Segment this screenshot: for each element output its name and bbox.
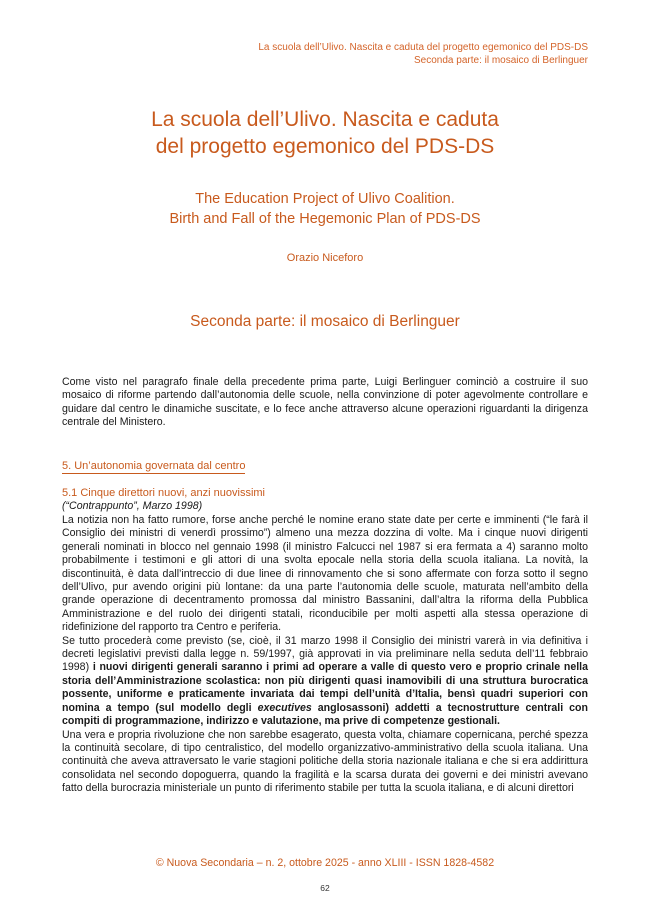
running-head-article: La scuola dell’Ulivo. Nascita e caduta del progetto egemonico del PDS-DS [258, 42, 588, 53]
page-number: 62 [320, 883, 330, 893]
body-text [62, 514, 588, 796]
paragraph-3: Una vera e propria rivoluzione che non sarebbe esagerato, questa volta, chiamare copernicana, perché spezza la continuità secolare, di tipo centralistico, del modello organizzativo-amministrativo della scuola italiana. Una continuità che aveva attraversato le varie stagioni politiche della storia nazionale italiana e che si era addirittura consolidata nel secondo dopoguerra, quando la fragilità e la scarsa durata dei governi e dei ministri avevano fatto della burocrazia ministeriale un punto di riferimento stabile per tutta la scuola italiana, e di alcuni direttori [62, 728, 588, 795]
paragraph-2-bold-b: anglosassoni) addetti a tecnostrutture centrali con compiti di programmazione, indirizzo e valutazione, ma prive di competenze gestionali. [62, 701, 588, 728]
article-title-line-1: La scuola dell’Ulivo. Nascita e caduta [151, 108, 499, 131]
article-title-line-2: del progetto egemonico del PDS-DS [155, 135, 495, 158]
subsection-heading: 5.1 Cinque direttori nuovi, anzi nuovissimi [62, 487, 265, 499]
subsection-source: (“Contrappunto”, Marzo 1998) [62, 500, 203, 512]
english-title-line-1: The Education Project of Ulivo Coalition. [195, 191, 455, 207]
intro-paragraph: Come visto nel paragrafo finale della precedente prima parte, Luigi Berlinguer cominciò a costruire il suo mosaico di riforme partendo dall’autonomia delle scuole, nella convinzione di poter agevolmente controllare e guidare dal centro le dinamiche suscitate, e lo fece anche attraverso alcune operazioni riguardanti la dirigenza centrale del Ministero. [62, 376, 588, 429]
paragraph-2-plain: Se tutto procederà come previsto (se, cioè, il 31 marzo 1998 il Consiglio dei ministri varerà in via definitiva i decreti legislativi previsti dalla legge n. 59/1997, già approvati in via preliminare nella seduta dell’11 febbraio 1998) [62, 634, 588, 674]
article-title [0, 106, 650, 160]
paragraph-2-bold-a: i nuovi dirigenti generali saranno i primi ad operare a valle di questo vero e proprio crinale nella storia dell’Amministrazione scolastica: non più dirigenti quasi inamovibili di una struttura burocratica possente, uniforme e praticamente invariata dai tempi dell’unità d’Italia, bensì quadri superiori con nomina a tempo (sul modello degli [62, 661, 588, 714]
paragraph-2-bold-italic: executives [257, 701, 312, 714]
running-head [258, 42, 588, 67]
footer-copyright: © Nuova Secondaria – n. 2, ottobre 2025 - anno XLIII - ISSN 1828-4582 [155, 857, 495, 869]
section-heading: 5. Un’autonomia governata dal centro [62, 460, 246, 472]
running-head-part: Seconda parte: il mosaico di Berlinguer [414, 54, 588, 66]
english-title-line-2: Birth and Fall of the Hegemonic Plan of PDS-DS [169, 210, 481, 227]
paragraph-1: La notizia non ha fatto rumore, forse anche perché le nomine erano state date per certe e imminenti (“le farà il Consiglio dei ministri di venerdì prossimo”) almeno una mezza dozzina di volte. Ma i cinque nuovi dirigenti generali nominati in blocco nel gennaio 1998 (il ministro Falcucci nel 1987 si era fermata a 4) saranno molto probabilmente i testimoni e gli attori di una svolta epocale nella storia della scuola italiana. La novità, la discontinuità, è data dall’intreccio di due linee di rinnovamento che si sono affermate con forza sotto il segno dell’Ulivo, pur avendo origini più lontane: da una parte l’autonomia delle scuole, maturata nell’ambito della grande operazione di decentramento promossa dal ministro Bassanini, dall’altra la riforma della Pubblica Amministrazione e del ruolo dei dirigenti statali, riconducibile per molti aspetti alla stessa operazione di ridefinizione del rapporto tra Centro e periferia. [62, 514, 588, 634]
english-title [0, 190, 650, 229]
paragraph-2 [62, 635, 588, 729]
part-title: Seconda parte: il mosaico di Berlinguer [190, 313, 460, 330]
author-name: Orazio Niceforo [286, 252, 364, 264]
